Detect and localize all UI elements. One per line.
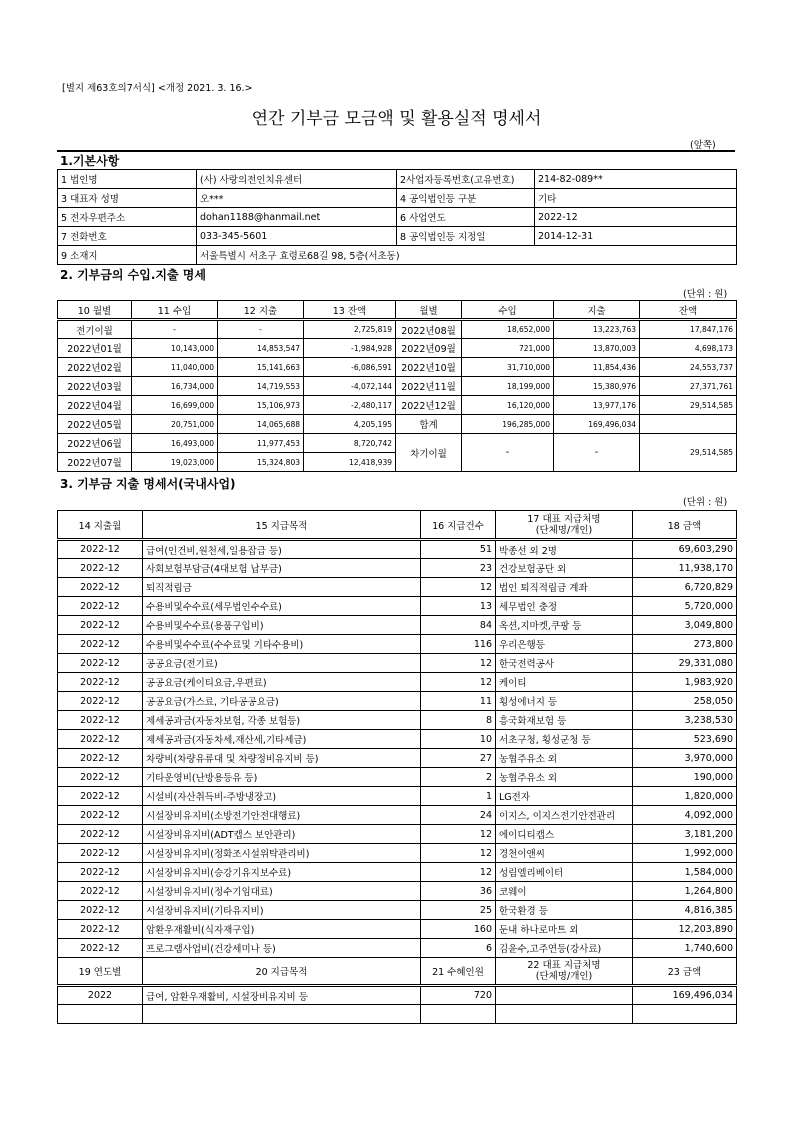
balance-cell: 2,725,819 [304, 320, 396, 339]
income-cell: 16,493,000 [132, 434, 218, 453]
column-header: 지출 [554, 301, 640, 320]
purpose-cell: 공공요금(가스료, 기타공공요금) [143, 692, 421, 711]
month-cell: 2022년03월 [58, 377, 132, 396]
basic-info-row [58, 246, 737, 265]
month-cell: 2022-12 [58, 616, 143, 635]
recipient-cell [496, 986, 633, 1005]
count-cell: 13 [421, 597, 496, 616]
recipient-cell: 이지스, 이지스전기안전관리 [496, 806, 633, 825]
amount-cell: 1,264,800 [633, 882, 737, 901]
recipient-cell: 농협주유소 외 [496, 749, 633, 768]
column-header: 17 대표 지급처명 (단체명/개인) [496, 511, 633, 540]
beneficiaries-cell: 720 [421, 986, 496, 1005]
month-cell: 2022년10월 [396, 358, 462, 377]
recipient-cell: 김윤수,고주연등(강사료) [496, 939, 633, 958]
month-cell: 2022년02월 [58, 358, 132, 377]
amount-cell: 5,720,000 [633, 597, 737, 616]
amount-cell: 1,983,920 [633, 673, 737, 692]
year-cell: 2022 [58, 986, 143, 1005]
recipient-cell: 박종선 외 2명 [496, 540, 633, 559]
count-cell: 12 [421, 578, 496, 597]
month-cell: 2022-12 [58, 654, 143, 673]
empty-cell [421, 1005, 496, 1024]
amount-cell: 169,496,034 [633, 986, 737, 1005]
table-row [58, 377, 737, 396]
expense-cell: 15,324,803 [218, 453, 304, 472]
recipient-cell: 법인 퇴직적립금 계좌 [496, 578, 633, 597]
column-header: 23 금액 [633, 958, 737, 986]
count-cell: 116 [421, 635, 496, 654]
count-cell: 12 [421, 673, 496, 692]
balance-cell: -1,984,928 [304, 339, 396, 358]
month-cell: 2022년06월 [58, 434, 132, 453]
count-cell: 12 [421, 863, 496, 882]
recipient-cell: 코웨이 [496, 882, 633, 901]
amount-cell: 258,050 [633, 692, 737, 711]
income-cell: 721,000 [462, 339, 554, 358]
income-cell: 16,120,000 [462, 396, 554, 415]
count-cell: 11 [421, 692, 496, 711]
field-value: 214-82-089** [535, 170, 737, 189]
purpose-cell: 기타운영비(난방용등유 등) [143, 768, 421, 787]
field-label: 9 소재지 [58, 246, 197, 265]
balance-cell: -4,072,144 [304, 377, 396, 396]
table-row [58, 434, 737, 453]
count-cell: 24 [421, 806, 496, 825]
balance-cell [640, 415, 737, 434]
income-cell: 19,023,000 [132, 453, 218, 472]
table-row [58, 635, 737, 654]
recipient-cell: 건강보험공단 외 [496, 559, 633, 578]
amount-cell: 1,740,600 [633, 939, 737, 958]
purpose-cell: 퇴직적립금 [143, 578, 421, 597]
amount-cell: 4,092,000 [633, 806, 737, 825]
section2-heading: 2. 기부금의 수입.지출 명세 [60, 268, 206, 282]
table-row [58, 358, 737, 377]
amount-cell: 11,938,170 [633, 559, 737, 578]
field-label: 7 전화번호 [58, 227, 197, 246]
income-cell: 20,751,000 [132, 415, 218, 434]
amount-cell: 523,690 [633, 730, 737, 749]
amount-cell: 1,584,000 [633, 863, 737, 882]
purpose-cell: 시설장비유지비(승강기유지보수료) [143, 863, 421, 882]
purpose-cell: 시설장비유지비(기타유지비) [143, 901, 421, 920]
month-cell: 2022-12 [58, 920, 143, 939]
field-value: 기타 [535, 189, 737, 208]
table-row [58, 844, 737, 863]
recipient-cell: 옥션,지마켓,쿠팡 등 [496, 616, 633, 635]
field-value: 오*** [197, 189, 397, 208]
balance-cell: -2,480,117 [304, 396, 396, 415]
count-cell: 1 [421, 787, 496, 806]
month-cell: 2022-12 [58, 882, 143, 901]
month-cell: 2022-12 [58, 787, 143, 806]
recipient-cell: 횡성에너지 등 [496, 692, 633, 711]
count-cell: 27 [421, 749, 496, 768]
table-row [58, 806, 737, 825]
purpose-cell: 차량비(차량유류대 및 차량정비유지비 등) [143, 749, 421, 768]
purpose-cell: 수용비및수수료(용품구입비) [143, 616, 421, 635]
basic-info-row [58, 189, 737, 208]
balance-cell: 24,553,737 [640, 358, 737, 377]
column-header: 월별 [396, 301, 462, 320]
month-cell: 2022-12 [58, 711, 143, 730]
basic-info-row [58, 170, 737, 189]
recipient-cell: 성림엘리베이터 [496, 863, 633, 882]
amount-cell: 4,816,385 [633, 901, 737, 920]
month-cell: 2022년09월 [396, 339, 462, 358]
empty-cell [496, 1005, 633, 1024]
basic-info-table [57, 169, 737, 265]
purpose-cell: 제세공과금(자동차보험, 각종 보험등) [143, 711, 421, 730]
count-cell: 160 [421, 920, 496, 939]
monthly-income-table [57, 300, 737, 472]
form-reference: [별지 제63호의7서식] <개정 2021. 3. 16.> [62, 83, 253, 94]
count-cell: 12 [421, 654, 496, 673]
purpose-cell: 급여(인건비,원천세,일용잡급 등) [143, 540, 421, 559]
recipient-cell: 농협주유소 외 [496, 768, 633, 787]
expense-total: 169,496,034 [554, 415, 640, 434]
count-cell: 23 [421, 559, 496, 578]
income-cell: 16,699,000 [132, 396, 218, 415]
table-row [58, 673, 737, 692]
section-divider [57, 150, 735, 152]
count-cell: 8 [421, 711, 496, 730]
month-cell: 2022년01월 [58, 339, 132, 358]
field-value: 2014-12-31 [535, 227, 737, 246]
month-cell: 2022-12 [58, 673, 143, 692]
recipient-cell: 둔내 하나로마트 외 [496, 920, 633, 939]
expense-cell: 11,854,436 [554, 358, 640, 377]
amount-cell: 3,970,000 [633, 749, 737, 768]
purpose-cell: 시설장비유지비(정화조시설위탁관리비) [143, 844, 421, 863]
unit-label: (단위 : 원) [683, 497, 728, 508]
table-row [58, 901, 737, 920]
table-row [58, 578, 737, 597]
month-cell: 2022-12 [58, 597, 143, 616]
table-row [58, 711, 737, 730]
table-row [58, 730, 737, 749]
total-label: 합계 [396, 415, 462, 434]
summary-header-row [58, 958, 737, 986]
expense-cell: 11,977,453 [218, 434, 304, 453]
column-header: 22 대표 지급처명 (단체명/개인) [496, 958, 633, 986]
expense-cell: 13,977,176 [554, 396, 640, 415]
count-cell: 12 [421, 844, 496, 863]
table-row [58, 320, 737, 339]
column-header: 18 금액 [633, 511, 737, 540]
column-header: 13 잔액 [304, 301, 396, 320]
table-header-row [58, 301, 737, 320]
amount-cell: 273,800 [633, 635, 737, 654]
income-total: 196,285,000 [462, 415, 554, 434]
recipient-cell: 우리은행등 [496, 635, 633, 654]
unit-label: (단위 : 원) [683, 289, 728, 300]
expense-cell: 14,719,553 [218, 377, 304, 396]
balance-cell: 4,205,195 [304, 415, 396, 434]
table-row [58, 939, 737, 958]
count-cell: 2 [421, 768, 496, 787]
recipient-cell: 경천이앤씨 [496, 844, 633, 863]
empty-row [58, 1005, 737, 1024]
table-row [58, 692, 737, 711]
purpose-cell: 수용비및수수료(수수료및 기타수용비) [143, 635, 421, 654]
carry-over-income: - [462, 434, 554, 472]
month-cell: 2022-12 [58, 749, 143, 768]
amount-cell: 1,820,000 [633, 787, 737, 806]
amount-cell: 1,992,000 [633, 844, 737, 863]
purpose-cell: 수용비및수수료(세무법인수수료) [143, 597, 421, 616]
count-cell: 12 [421, 825, 496, 844]
month-cell: 2022년12월 [396, 396, 462, 415]
column-header: 16 지급건수 [421, 511, 496, 540]
basic-info-row [58, 208, 737, 227]
month-cell: 2022-12 [58, 901, 143, 920]
expense-cell: 15,141,663 [218, 358, 304, 377]
month-cell: 2022-12 [58, 730, 143, 749]
recipient-cell: 서초구청, 횡성군청 등 [496, 730, 633, 749]
amount-cell: 190,000 [633, 768, 737, 787]
recipient-cell: 흥국화재보험 등 [496, 711, 633, 730]
table-row [58, 616, 737, 635]
column-header: 수입 [462, 301, 554, 320]
section1-heading: 1.기본사항 [60, 154, 120, 168]
balance-cell: 27,371,761 [640, 377, 737, 396]
table-row [58, 768, 737, 787]
empty-cell [143, 1005, 421, 1024]
carry-over-expense: - [554, 434, 640, 472]
recipient-cell: 한국환경 등 [496, 901, 633, 920]
field-value: (사) 사랑의전인치유센터 [197, 170, 397, 189]
month-cell: 2022-12 [58, 692, 143, 711]
column-header: 20 지급목적 [143, 958, 421, 986]
table-row [58, 749, 737, 768]
recipient-cell: LG전자 [496, 787, 633, 806]
month-cell: 2022-12 [58, 559, 143, 578]
month-cell: 전기이월 [58, 320, 132, 339]
column-header: 12 지출 [218, 301, 304, 320]
expense-cell: 14,065,688 [218, 415, 304, 434]
count-cell: 84 [421, 616, 496, 635]
table-row [58, 415, 737, 434]
amount-cell: 29,331,080 [633, 654, 737, 673]
recipient-cell: 에이디티캡스 [496, 825, 633, 844]
field-value: 033-345-5601 [197, 227, 397, 246]
expense-cell: - [218, 320, 304, 339]
recipient-cell: 세무법인 충정 [496, 597, 633, 616]
column-header: 15 지급목적 [143, 511, 421, 540]
recipient-cell: 한국전력공사 [496, 654, 633, 673]
basic-info-row [58, 227, 737, 246]
count-cell: 36 [421, 882, 496, 901]
balance-cell: -6,086,591 [304, 358, 396, 377]
income-cell: 18,652,000 [462, 320, 554, 339]
expenditure-table [57, 510, 737, 1024]
month-cell: 2022-12 [58, 635, 143, 654]
carry-over-balance: 29,514,585 [640, 434, 737, 472]
purpose-cell: 시설장비유지비(소방전기안전대행료) [143, 806, 421, 825]
balance-cell: 8,720,742 [304, 434, 396, 453]
balance-cell: 12,418,939 [304, 453, 396, 472]
expense-cell: 15,106,973 [218, 396, 304, 415]
amount-cell: 3,238,530 [633, 711, 737, 730]
month-cell: 2022-12 [58, 844, 143, 863]
field-label: 2사업자등록번호(고유번호) [397, 170, 535, 189]
purpose-cell: 급여, 암환우재활비, 시설장비유지비 등 [143, 986, 421, 1005]
month-cell: 2022-12 [58, 540, 143, 559]
balance-cell: 29,514,585 [640, 396, 737, 415]
income-cell: - [132, 320, 218, 339]
table-row [58, 339, 737, 358]
income-cell: 16,734,000 [132, 377, 218, 396]
empty-cell [633, 1005, 737, 1024]
amount-cell: 6,720,829 [633, 578, 737, 597]
column-header: 19 연도별 [58, 958, 143, 986]
purpose-cell: 암환우재활비(식자재구입) [143, 920, 421, 939]
month-cell: 2022-12 [58, 825, 143, 844]
amount-cell: 3,181,200 [633, 825, 737, 844]
field-value: 2022-12 [535, 208, 737, 227]
table-row [58, 920, 737, 939]
amount-cell: 12,203,890 [633, 920, 737, 939]
amount-cell: 3,049,800 [633, 616, 737, 635]
carry-over-label: 차기이월 [396, 434, 462, 472]
purpose-cell: 제세공과금(자동차세,재산세,기타세금) [143, 730, 421, 749]
field-label: 4 공익법인등 구분 [397, 189, 535, 208]
balance-cell: 4,698,173 [640, 339, 737, 358]
month-cell: 2022-12 [58, 939, 143, 958]
count-cell: 10 [421, 730, 496, 749]
month-cell: 2022년11월 [396, 377, 462, 396]
table-row [58, 597, 737, 616]
purpose-cell: 시설장비유지비(ADT캡스 보안관리) [143, 825, 421, 844]
section3-heading: 3. 기부금 지출 명세서(국내사업) [60, 477, 236, 491]
table-row [58, 540, 737, 559]
month-cell: 2022-12 [58, 768, 143, 787]
table-row [58, 863, 737, 882]
expense-cell: 14,853,547 [218, 339, 304, 358]
empty-cell [58, 1005, 143, 1024]
table-row [58, 396, 737, 415]
column-header: 14 지출월 [58, 511, 143, 540]
month-cell: 2022년07월 [58, 453, 132, 472]
field-label: 1 법인명 [58, 170, 197, 189]
column-header: 잔액 [640, 301, 737, 320]
page-title: 연간 기부금 모금액 및 활용실적 명세서 [251, 109, 542, 129]
purpose-cell: 공공요금(케이티요금,우편료) [143, 673, 421, 692]
field-label: 3 대표자 성명 [58, 189, 197, 208]
month-cell: 2022-12 [58, 863, 143, 882]
count-cell: 6 [421, 939, 496, 958]
field-label: 6 사업연도 [397, 208, 535, 227]
table-row [58, 559, 737, 578]
income-cell: 11,040,000 [132, 358, 218, 377]
purpose-cell: 시설장비유지비(정수기임대료) [143, 882, 421, 901]
field-value: dohan1188@hanmail.net [197, 208, 397, 227]
month-cell: 2022-12 [58, 578, 143, 597]
field-value: 서울특별시 서초구 효령로68길 98, 5층(서초동) [197, 246, 737, 265]
column-header: 11 수입 [132, 301, 218, 320]
month-cell: 2022년04월 [58, 396, 132, 415]
column-header: 10 월별 [58, 301, 132, 320]
balance-cell: 17,847,176 [640, 320, 737, 339]
expense-cell: 15,380,976 [554, 377, 640, 396]
month-cell: 2022년08월 [396, 320, 462, 339]
field-label: 8 공익법인등 지정일 [397, 227, 535, 246]
income-cell: 10,143,000 [132, 339, 218, 358]
income-cell: 31,710,000 [462, 358, 554, 377]
table-header-row [58, 511, 737, 540]
purpose-cell: 공공요금(전기료) [143, 654, 421, 673]
field-label: 5 전자우편주소 [58, 208, 197, 227]
purpose-cell: 시설비(자산취득비-주방냉장고) [143, 787, 421, 806]
month-cell: 2022년05월 [58, 415, 132, 434]
count-cell: 25 [421, 901, 496, 920]
expense-cell: 13,223,763 [554, 320, 640, 339]
income-cell: 18,199,000 [462, 377, 554, 396]
purpose-cell: 프로그램사업비(건강세미나 등) [143, 939, 421, 958]
table-row [58, 787, 737, 806]
column-header: 21 수혜인원 [421, 958, 496, 986]
page-side-label: (앞쪽) [690, 140, 716, 151]
count-cell: 51 [421, 540, 496, 559]
summary-row [58, 986, 737, 1005]
table-row [58, 654, 737, 673]
table-row [58, 825, 737, 844]
amount-cell: 69,603,290 [633, 540, 737, 559]
table-row [58, 882, 737, 901]
recipient-cell: 케이티 [496, 673, 633, 692]
month-cell: 2022-12 [58, 806, 143, 825]
expense-cell: 13,870,003 [554, 339, 640, 358]
purpose-cell: 사회보험부담금(4대보험 납부금) [143, 559, 421, 578]
